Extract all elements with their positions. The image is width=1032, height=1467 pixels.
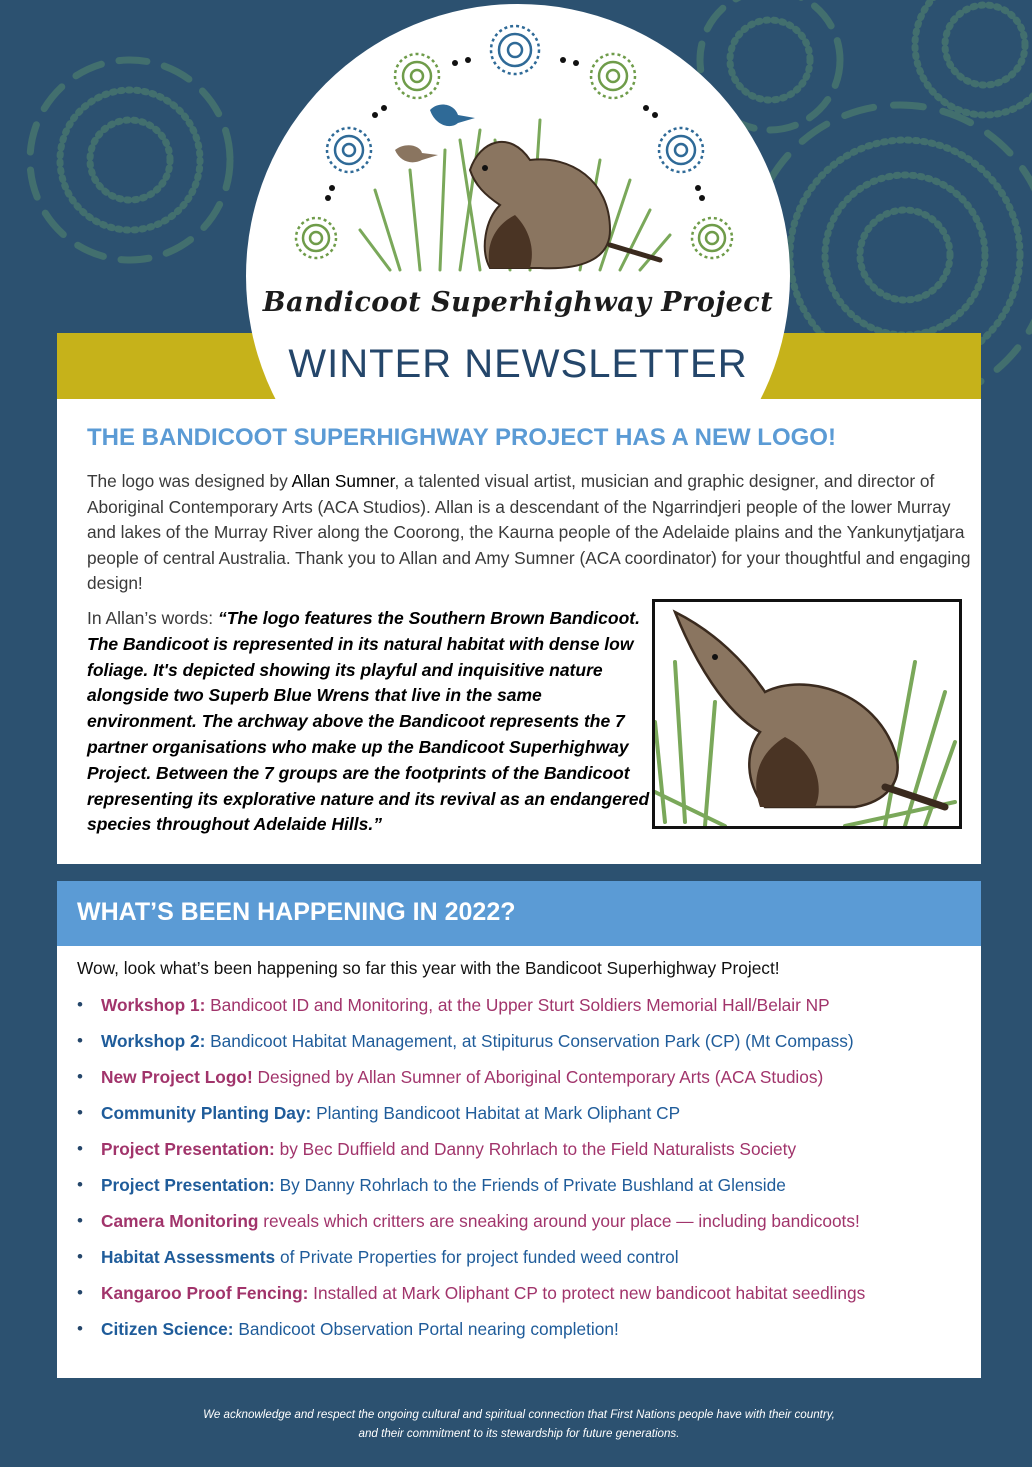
acknowledgement-line-2: and their commitment to its stewardship for future generations.	[358, 1427, 680, 1440]
acknowledgement-line-1: We acknowledge and respect the ongoing cultural and spiritual connection that First Nations people have with their country,	[203, 1408, 835, 1421]
list-item: • Kangaroo Proof Fencing: Installed at Mark Oliphant CP to protect new bandicoot habitat seedlings	[77, 1283, 866, 1303]
list-item: • Workshop 1: Bandicoot ID and Monitoring, at the Upper Sturt Soldiers Memorial Hall/Belair NP	[77, 995, 830, 1015]
project-name: Bandicoot Superhighway Project	[262, 287, 774, 318]
logo-section-paragraph: The logo was designed by Allan Sumner, a talented visual artist, musician and graphic designer, and director of Aboriginal Contemporary Arts (ACA Studios). Allan is a descendant of the Ngarrindjeri people of the lower Murray and lakes of the Murray River along the Coorong, the Kaurna people of the Adelaide plains and the Yankunytjatjara people of central Australia. Thank you to Allan and Amy Sumner (ACA coordinator) for your thoughtful and engaging design!	[87, 471, 971, 593]
acknowledgement-footer	[57, 1405, 981, 1443]
happenings-intro: Wow, look what’s been happening so far this year with the Bandicoot Superhighway Project!	[77, 958, 780, 978]
list-item: • Camera Monitoring reveals which critters are sneaking around your place — including bandicoots!	[77, 1211, 860, 1231]
list-item: • Workshop 2: Bandicoot Habitat Management, at Stipiturus Conservation Park (CP) (Mt Compass)	[77, 1031, 854, 1051]
list-item: • New Project Logo! Designed by Allan Sumner of Aboriginal Contemporary Arts (ACA Studios)	[77, 1067, 824, 1087]
bandicoot-illustration	[655, 602, 959, 826]
happenings-list	[77, 993, 977, 1353]
project-logo	[280, 20, 750, 300]
newsletter-title: WINTER NEWSLETTER	[288, 342, 748, 386]
list-item: • Project Presentation: by Bec Duffield and Danny Rohrlach to the Field Naturalists Society	[77, 1139, 797, 1159]
designer-quote: In Allan’s words: “The logo features the Southern Brown Bandicoot. The Bandicoot is represented in its natural habitat with dense low foliage. It's depicted showing its playful and inquisitive nature alongside two Superb Blue Wrens that live in the same environment. The archway above the Bandicoot represents the 7 partner organisations who make up the Bandicoot Superhighway Project. Between the 7 groups are the footprints of the Bandicoot representing its explorative nature and its revival as an endangered species throughout Adelaide Hills.”	[87, 608, 650, 835]
list-item: • Citizen Science: Bandicoot Observation Portal nearing completion!	[77, 1319, 619, 1339]
bandicoot-illustration	[470, 142, 660, 268]
logo-section-heading: THE BANDICOOT SUPERHIGHWAY PROJECT HAS A NEW LOGO!	[87, 424, 836, 451]
list-item: • Project Presentation: By Danny Rohrlach to the Friends of Private Bushland at Glenside	[77, 1175, 786, 1195]
list-item: • Habitat Assessments of Private Properties for project funded weed control	[77, 1247, 679, 1267]
bandicoot-artwork-frame	[652, 599, 962, 829]
happenings-heading: WHAT’S BEEN HAPPENING IN 2022?	[77, 898, 516, 926]
list-item: • Community Planting Day: Planting Bandicoot Habitat at Mark Oliphant CP	[77, 1103, 681, 1123]
designer-name: Allan Sumner	[291, 471, 395, 491]
